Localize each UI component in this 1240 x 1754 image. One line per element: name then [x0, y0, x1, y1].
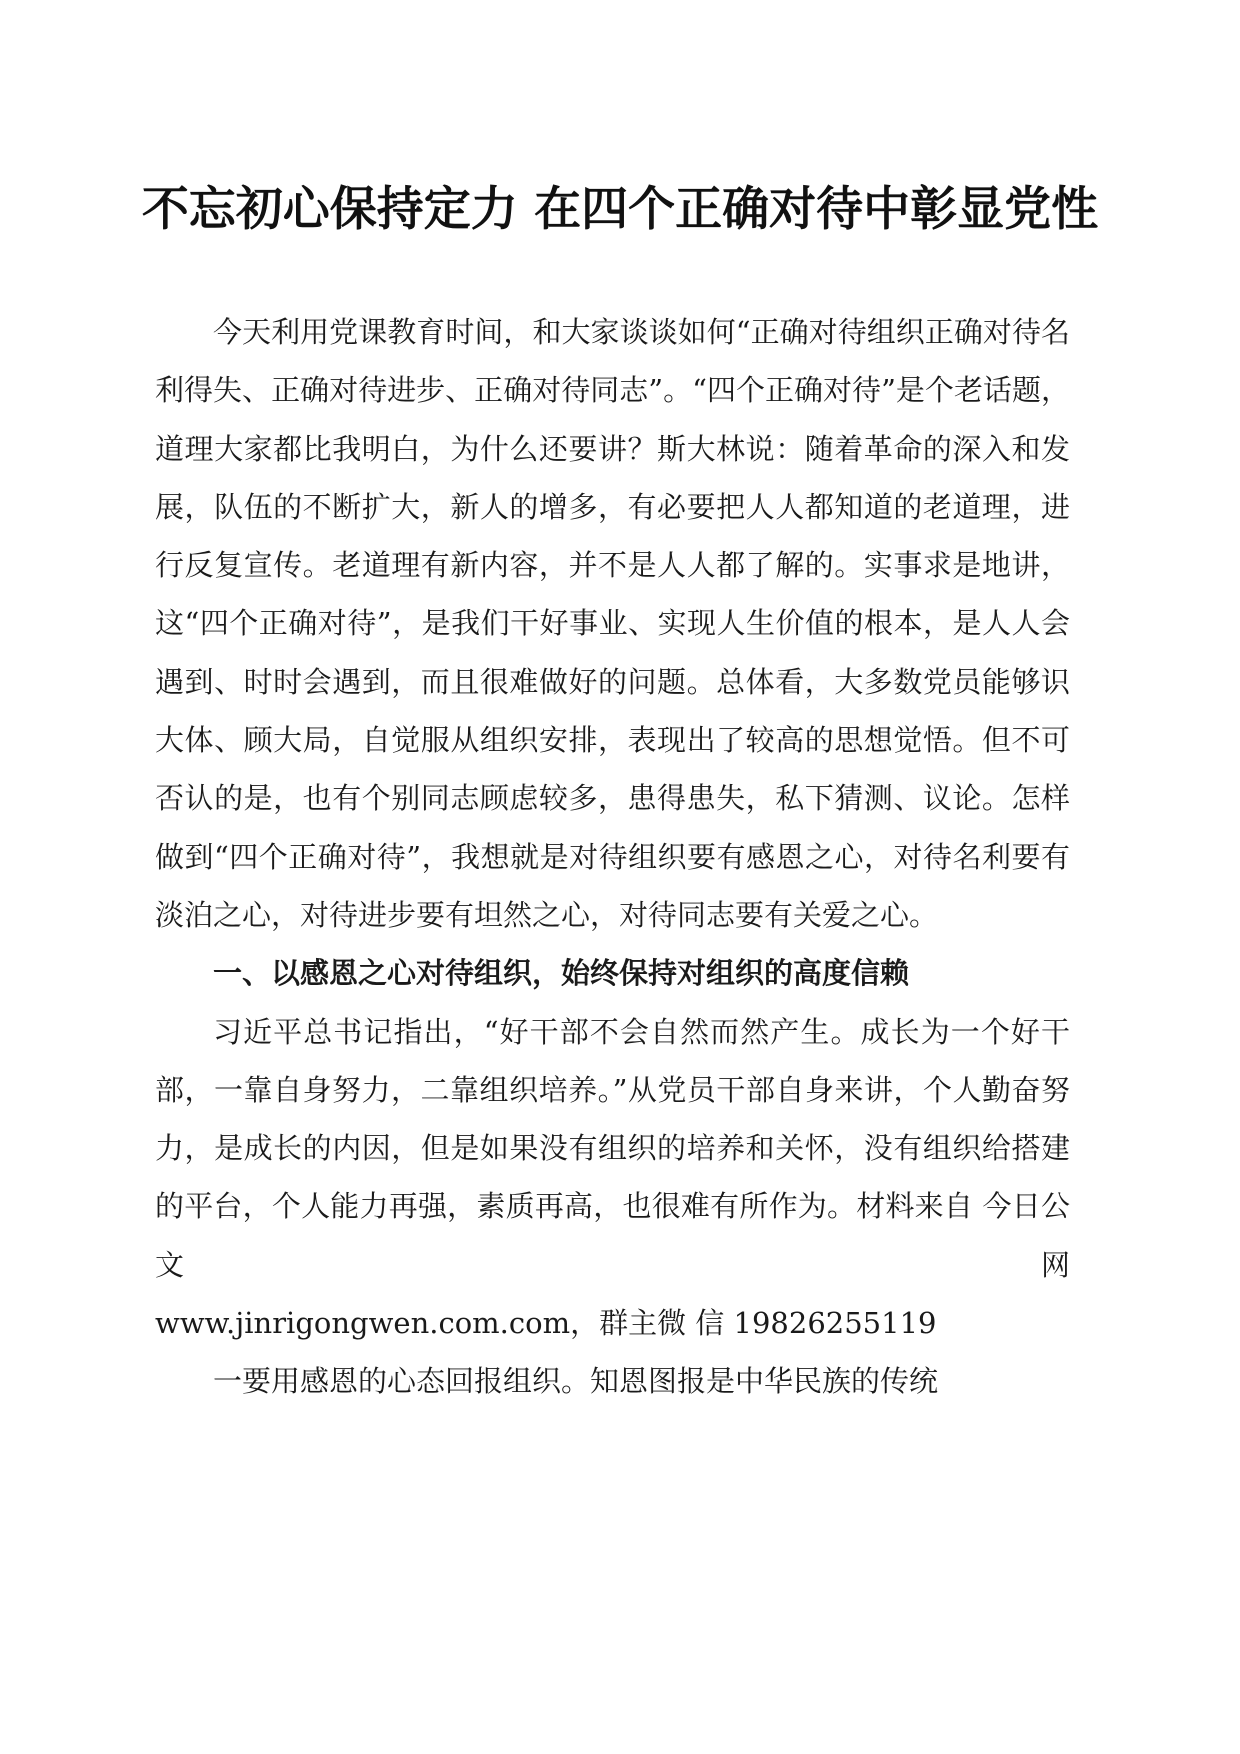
intro-paragraph: 今天利用党课教育时间，和大家谈谈如何“正确对待组织正确对待名利得失、正确对待进步、正确对待同志”。“四个正确对待”是个老话题，道理大家都比我明白，为什么还要讲？斯大林说：随着革命的深入和发展，队伍的不断扩大，新人的增多，有必要把人人都知道的老道理，进行反复宣传。老道理有新内容，并不是人人都了解的。实事求是地讲，这“四个正确对待”，是我们干好事业、实现人生价值的根本，是人人会遇到、时时会遇到，而且很难做好的问题。总体看，大多数党员能够识大体、顾大局，自觉服从组织安排，表现出了较高的思想觉悟。但不可否认的是，也有个别同志顾虑较多，患得患失，私下猜测、议论。怎样做到“四个正确对待”，我想就是对待组织要有感恩之心，对待名利要有淡泊之心，对待进步要有坦然之心，对待同志要有关爱之心。: [155, 315, 1070, 932]
section-heading-1: 一、以感恩之心对待组织，始终保持对组织的高度信赖: [213, 956, 910, 991]
document-body: [155, 303, 1070, 1411]
page-title: 不忘初心保持定力 在四个正确对待中彰显党性: [141, 182, 1099, 237]
source-line: www.jinrigongwen.com.com，群主微 信 19826255119: [155, 1306, 937, 1341]
section-1-paragraph-1: 习近平总书记指出，“好干部不会自然而然产生。成长为一个好干部，一靠自身努力，二靠组织培养。”从党员干部自身来讲，个人勤奋努力，是成长的内因，但是如果没有组织的培养和关怀，没有组织给搭建的平台，个人能力再强，素质再高，也很难有所作为。材料来自 今日公文网: [155, 1014, 1070, 1282]
section-1-paragraph-2: 一要用感恩的心态回报组织。知恩图报是中华民族的传统: [213, 1364, 939, 1399]
